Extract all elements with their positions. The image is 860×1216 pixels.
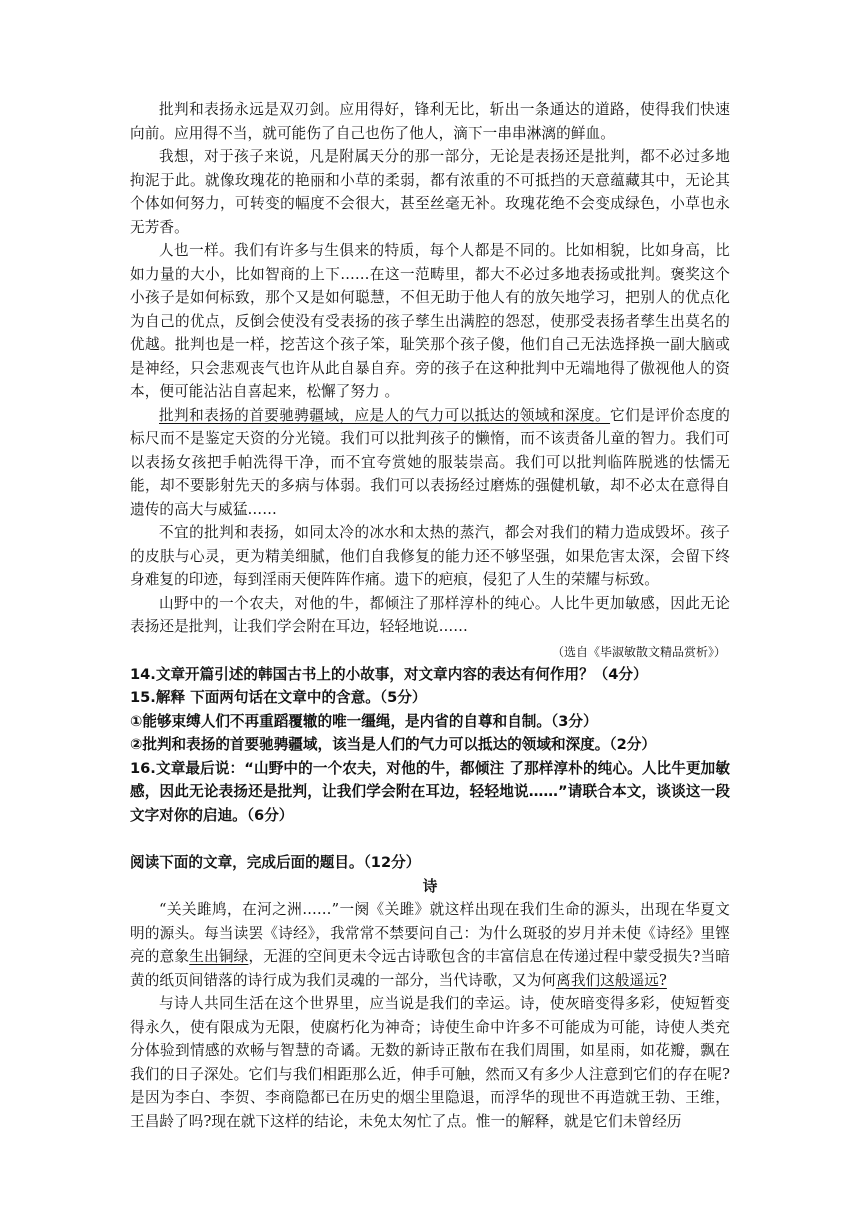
question-16: 16.文章最后说：“山野中的一个农夫，对他的牛，都倾注 了那样淳朴的纯心。人比牛更加敏感，因此无论表扬还是批判，让我们学会附在耳边，轻轻地说……”请联合本文，谈谈这一段文字对你的启迪。（6分） [130,759,730,824]
source-citation: （选自《毕淑敏散文精品赏析》） [551,644,726,659]
paragraph-4-rest: 它们是评价态度的标尺而不是鉴定天资的分光镜。我们可以批判孩子的懒惰，而不该责备儿童的智力。我们可以表扬女孩把手帕洗得干净，而不宜夸赏她的服装崇高。我们可以批判临阵脱逃的怯懦无能，却不要影射先天的多病与体弱。我们可以表扬经过磨炼的强健机敏，却不必太在意得自遗传的高大与威猛…… [130,406,730,518]
section-2-paragraph-1-part-a: “关关雎鸠，在河之洲……”一阕《关雎》就这样出现在我们生命的源头，出现在华夏文明的源头。每当读罢《诗经》，我常常不禁要问自己：为什么斑驳的岁月并未使《诗经》里铿亮的意象 [130,901,730,965]
section-2-paragraph-1-part-b: ，无涯的空间更未令远古诗歌包含的丰富信息在传递过程中蒙受损失?当暗黄的纸页间错落的诗行成为我们灵魂的一部分，当代诗歌，又为何 [130,948,731,989]
question-15: 15.解释 下面两句话在文章中的含意。（5分） [130,689,427,706]
section-2-instruction: 阅读下面的文章，完成后面的题目。（12分） [130,854,421,871]
section-2-paragraph-2: 与诗人共同生活在这个世界里，应当说是我们的幸运。诗，使灰暗变得多彩，使短暂变得永久，使有限成为无限，使腐朽化为神奇；诗使生命中许多不可能成为可能，诗使人类充分体验到情感的欢畅与智慧的奇谲。无数的新诗正散布在我们周围，如星雨，如花瓣，飘在我们的日子深处。它们与我们相距那么近，伸手可触，然而又有多少人注意到它们的存在呢?是因为李白、李贺、李商隐都已在历史的烟尘里隐退，而浮华的现世不再造就王勃、王维，王昌龄了吗?现在就下这样的结论，未免太匆忙了点。惟一的解释，就是它们未曾经历 [130,995,730,1130]
poem-article-title: 诗 [422,877,438,895]
article-paragraph-2: 我想，对于孩子来说，凡是附属天分的那一部分，无论是表扬还是批判，都不必过多地拘泥于此。就像玫瑰花的艳丽和小草的柔弱，都有浓重的不可抵挡的天意蕴藏其中，无论其个体如何努力，可转变的幅度不会很大，甚至丝毫无补。玫瑰花绝不会变成绿色，小草也永无芳香。 [130,148,730,236]
section-2-paragraph-1 [130,898,730,992]
underlined-phrase-1: 生出铜绿 [189,948,249,965]
article-paragraph-1: 批判和表扬永远是双刃剑。应用得好，锋利无比，斩出一条通达的道路，使得我们快速向前。应用得不当，就可能伤了自己也伤了他人，滴下一串串淋漓的鲜血。 [130,101,730,142]
question-15-item-2: ②批判和表扬的首要驰骋疆域，该当是人们的气力可以抵达的领域和深度。（2分） [130,736,656,753]
article-paragraph-5: 不宜的批判和表扬，如同太冷的冰水和太热的蒸汽，都会对我们的精力造成毁坏。孩子的皮肤与心灵，更为精美细腻，他们自我修复的能力还不够坚强，如果危害太深，会留下终身难复的印迹，每到淫雨天便阵阵作痛。遗下的疤痕，侵犯了人生的荣耀与标致。 [130,524,730,588]
article-paragraph-6: 山野中的一个农夫，对他的牛，都倾注了那样淳朴的纯心。人比牛更加敏感，因此无论表扬还是批判，让我们学会附在耳边，轻轻地说…… [130,594,730,635]
underlined-phrase-2: 离我们这般遥远? [556,971,667,989]
article-paragraph-3: 人也一样。我们有许多与生俱来的特质，每个人都是不同的。比如相貌，比如身高，比如力量的大小，比如智商的上下……在这一范畴里，都大不必过多地表扬或批判。褒奖这个小孩子是如何标致，那个又是如何聪慧，不但无助于他人有的放矢地学习，把别人的优点化为自己的优点，反倒会使没有受表扬的孩子孳生出满腔的怨怼，使那受表扬者孳生出莫名的优越。批判也是一样，挖苦这个孩子笨，耻笑那个孩子傻，他们自己无法选择换一副大脑或是神经，只会悲观丧气也许从此自暴自弃。旁的孩子在这种批判中无端地得了傲视他人的资本，便可能沾沾自喜起来，松懈了努力 。 [130,242,730,400]
question-15-item-1: ①能够束缚人们不再重蹈覆辙的唯一缰绳，是内省的自尊和自制。（3分） [130,712,598,730]
document-page [130,98,730,1133]
article-paragraph-4 [130,404,730,522]
underlined-key-sentence: 批判和表扬的首要驰骋疆域，应是人的气力可以抵达的领域和深度。 [159,406,611,424]
question-14: 14.文章开篇引述的韩国古书上的小故事，对文章内容的表达有何作用？（4分） [130,665,648,683]
